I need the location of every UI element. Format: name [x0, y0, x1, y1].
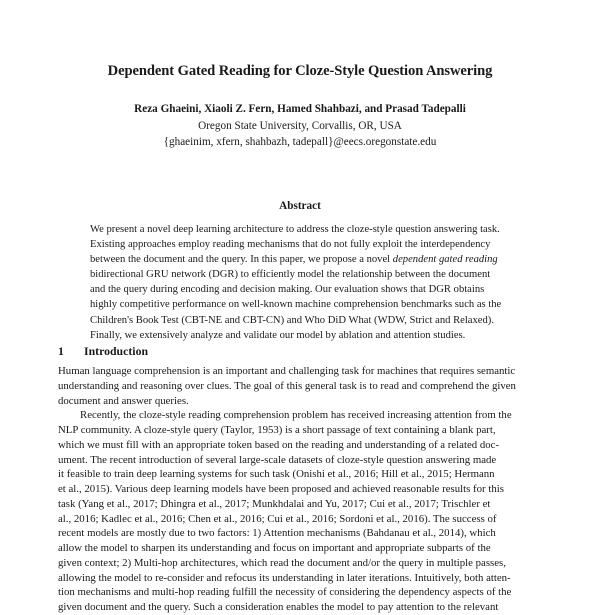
text-line: task (Yang et al., 2017; Dhingra et al., 2017; Munkhdalai and Yu, 2017; Cui et al., 2017; Trischler et — [58, 497, 491, 510]
introduction-body — [58, 364, 545, 615]
abstract-line: Children's Book Test (CBT-NE and CBT-CN) and Who DiD What (WDW, Strict and Relaxed). — [90, 314, 494, 326]
text-line: given context; 2) Multi-hop architectures, which read the document and/or the query in multiple passes, — [58, 556, 506, 569]
paper-emails: {ghaeinim, xfern, shahbazh, tadepall}@eecs.oregonstate.edu — [163, 136, 437, 148]
paragraph — [58, 408, 545, 615]
abstract-line: Finally, we extensively analyze and validate our model by ablation and attention studies. — [90, 329, 466, 341]
text-line: ument. The recent introduction of several large-scale datasets of cloze-style question answering made — [58, 453, 497, 466]
abstract-emphasis: dependent gated reading — [392, 254, 498, 266]
text-line: NLP community. A cloze-style query (Taylor, 1953) is a short passage of text containing a blank part, — [58, 424, 496, 436]
text-line: et al., 2015). Various deep learning models have been proposed and achieved reasonable results for this — [58, 483, 504, 495]
paper-authors: Reza Ghaeini, Xiaoli Z. Fern, Hamed Shahbazi, and Prasad Tadepalli — [134, 103, 466, 115]
abstract-body — [90, 222, 520, 343]
text-line: recent models are mostly due to two factors: 1) Attention mechanisms (Bahdanau et al., 2014), which — [58, 527, 496, 540]
paper-title: Dependent Gated Reading for Cloze-Style Question Answering — [107, 63, 493, 79]
abstract-line: Existing approaches employ reading mechanisms that do not fully exploit the interdependency — [90, 239, 491, 251]
text-line: which we must fill with an appropriate token based on the reading and understanding of a related doc- — [58, 438, 500, 451]
abstract-line: highly competitive performance on well-known machine comprehension benchmarks such as the — [90, 299, 502, 311]
abstract-line — [90, 252, 520, 267]
section-number: 1 — [58, 344, 64, 358]
abstract-line-text: between the document and the query. In this paper, we propose a novel — [90, 254, 393, 266]
abstract-line: and the query during encoding and decision making. Our evaluation shows that DGR obtains — [90, 284, 485, 296]
section-title: Introduction — [84, 344, 149, 358]
text-line: allowing the model to re-consider and refocus its understanding in later iterations. Intuitively, both atten- — [58, 571, 511, 584]
paragraph — [58, 364, 545, 408]
paper-affiliation: Oregon State University, Corvallis, OR, USA — [198, 120, 402, 132]
abstract-line: We present a novel deep learning architecture to address the cloze-style question answering task. — [90, 224, 500, 235]
text-line: document and answer queries. — [58, 394, 189, 407]
text-line: tion mechanisms and multi-hop reading fulfill the necessity of considering the dependency aspects of the — [58, 586, 512, 599]
text-line: Human language comprehension is an important and challenging task for machines that requires semantic — [58, 365, 516, 377]
text-line: understanding and reasoning over clues. The goal of this general task is to read and comprehend the given — [58, 379, 516, 392]
text-line: allow the model to sharpen its understanding and focus on important and appropriate subparts of the — [58, 542, 491, 554]
text-line: al., 2016; Kadlec et al., 2016; Chen et al., 2016; Cui et al., 2016; Sordoni et al., 2016). The success of — [58, 512, 497, 525]
text-line: Recently, the cloze-style reading comprehension problem has received increasing attention from the — [80, 409, 512, 422]
abstract-heading: Abstract — [279, 200, 321, 212]
section-heading — [58, 344, 148, 359]
abstract-line: bidirectional GRU network (DGR) to efficiently model the relationship between the document — [90, 269, 491, 281]
text-line: given document and the query. Such a consideration enables the model to pay attention to the relevant — [58, 601, 499, 613]
text-line: it feasible to train deep learning systems for such task (Onishi et al., 2016; Hill et al., 2015; Hermann — [58, 468, 495, 481]
